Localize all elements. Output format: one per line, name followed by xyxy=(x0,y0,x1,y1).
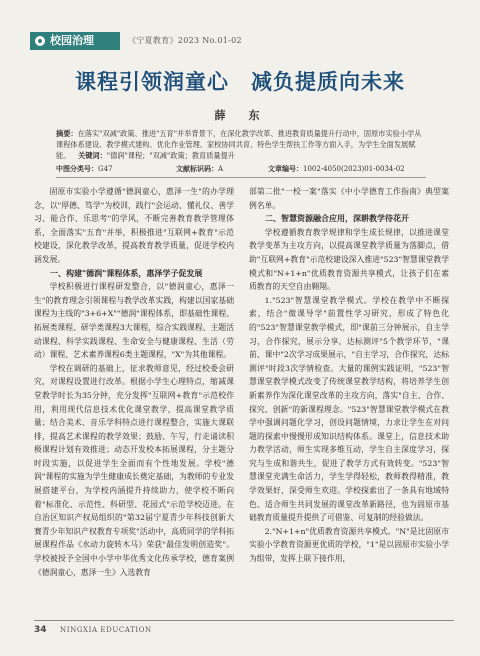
paragraph: 学校在调研的基础上，征求教师意见，经过校委会研究，对课程设置进行改革。根据小学生心理特点，缩减课堂教学时长为35分钟，充分发挥"互联网+教育"示范校作用，利用现代信息技术优化课堂教学，提高课堂教学质量；结合美术、音乐学科特点进行课程整合，实施大课联排，提高艺术课程的教学效果；鼓励、午写，行走诵读积极课程计划有效推进；动态开发校本拓展课程，分主题分时段实施，以促进学生全面而有个性地发展。学校"德润"课程的实施为学生健康成长奠定基础，为教师的专业发展搭建平台，为学校内涵提升持续助力，使学校不断向着"标准化、示范性、科研型、花园式"示范学校迈进。在自治区知识产权局组织的"第32届宁夏青少年科技创新大赛青少年知识产权教育专项奖"活动中，高质同学的学科拓展课程作品《水动力旋转木马》荣获"最佳发明创造奖"。学校被授予全国中小学中华优秀文化传承学校，德育案例《德润童心，惠泽一生》入选教育 xyxy=(34,363,234,577)
paragraph: 固原市实验小学遵循"德润童心，惠泽一生"的办学理念，以"厚德、笃学"为校训，践行"会运动、懂礼仪、善学习、能合作、乐思考"的学风，不断完善教育教学管理体系，全面落实"五育"并举，积极推进"互联网+教育"示范校建设，深化教学改革，提高教育教学质量，促进学校内涵发展。 xyxy=(34,187,234,264)
paragraph: 部第二批"一校一案"落实《中小学德育工作指南》典型案例名单。 xyxy=(249,187,449,210)
article-no-value: 1002-4050(2023)01-0034-02 xyxy=(303,165,405,173)
article-author: 薛 东 xyxy=(214,109,266,122)
clc-value: G47 xyxy=(98,165,113,173)
section-heading: 一、构建"德润"课程体系，惠泽学子促发展 xyxy=(50,268,203,278)
header-divider xyxy=(56,177,426,178)
paragraph: 学校积极进行课程研发整合，以"德润童心，惠泽一生"的教育理念引领课程与教学改革实践，构建以国家基础课程为主线的"3+6+X""德润"课程体系，即基础性课程、拓展类课程、研学类课程3大课程，综合实践课程、主题活动课程、科学实践课程、生命安全与健康课程、生活（劳动）课程、艺术素养课程6类主题课程，"X"为其他课程。 xyxy=(34,282,234,360)
doc-code-field xyxy=(176,164,223,174)
doc-code-value: A xyxy=(218,165,224,173)
section-heading: 二、智慧资源融合应用，深耕教学待花开 xyxy=(265,214,409,224)
paragraph: 学校遵循教育教学规律和学生成长规律，以推进课堂教学变革为主攻方向，以提高课堂教学质量为落脚点，借助"互联网+教育"示范校建设深入推进"523"智慧课堂教学模式和"N+1+n"优质教育资源共享模式，让孩子们在素质教育的天空自由翱翔。 xyxy=(249,227,449,292)
section-tag xyxy=(30,32,120,50)
paragraph: 2."N+1+n"优质教育资源共享模式。"N"是比固原市实验小学教育资源更优质的学校，"1"是以固原市实验小学为组带，发挥上联下接作用， xyxy=(249,526,449,564)
keywords-text: "德润"课程；"双减"政策；教育质量提升 xyxy=(106,151,235,160)
article-keywords xyxy=(78,151,235,161)
page-header xyxy=(30,32,450,52)
doc-code-label: 文献标识码： xyxy=(176,165,218,173)
article-no-label: 文章编号： xyxy=(268,165,303,173)
paragraph: 1."523"智慧课堂教学模式。学校在教学中不断探索，结合"微课导学"前置性学习研究，形成了特色化的"523"智慧课堂教学模式，即"课前三分钟展示，自主学习，合作探究，展示分享，达标测评"5个教学环节，"课前、课中"2次学习成果展示，"自主学习，合作探究，达标测评"时段3次学情检查。大量的课例实践证明，"523"智慧课堂教学模式改变了传统课堂教学结构，将培养学生创新素养作为深化课堂改革的主攻方向，落实"自主、合作、探究、创新"的新课程理念。"523"智慧课堂教学模式在教学中强调问题化学习，创设问题情境，力求让学生在对问题的探索中慢慢形成知识结构体系。课堂上，信息技术助力教学活动，师生实现多维互动，学生自主深度学习，探究与生成和谐共生，促进了教学方式有效转变。"523"智慧课堂充满生命活力，学生学得轻松，教师教得精准，教学效果好，深受师生欢迎。学校探索出了一条具有地域特色、适合师生共同发展的课堂改革新路径，也为固原市基础教育质量提升提供了可借鉴、可复制的经验做法。 xyxy=(249,295,449,523)
page-footer xyxy=(34,620,454,641)
abstract-text: 在落实"双减"政策、推进"五育"并举背景下，在深化教学改革、推进教育质量提升行动中，固原市实验小学从课程体系建设、教学模式建构、优化作业管理、家校协同共育、特色学生帮扶工作等方面入手，为学生全面发展赋能。 xyxy=(56,129,422,160)
article-no-field xyxy=(268,164,405,174)
article-title: 课程引领润童心 减负提质向未来 xyxy=(75,70,405,94)
publication-name: NINGXIA EDUCATION xyxy=(60,626,152,634)
section-tag-label: 校园治理 xyxy=(50,34,94,47)
clc-field xyxy=(56,164,113,174)
section-bullet-icon xyxy=(35,36,45,46)
clc-label: 中图分类号： xyxy=(56,165,98,173)
journal-info: 《宁夏教育》2023 No.01-02 xyxy=(128,36,242,45)
page-number: 34 xyxy=(34,625,47,635)
right-column xyxy=(249,185,449,566)
keywords-label: 关键词： xyxy=(78,151,107,160)
left-column xyxy=(34,185,234,579)
abstract-label: 摘要： xyxy=(56,129,78,138)
